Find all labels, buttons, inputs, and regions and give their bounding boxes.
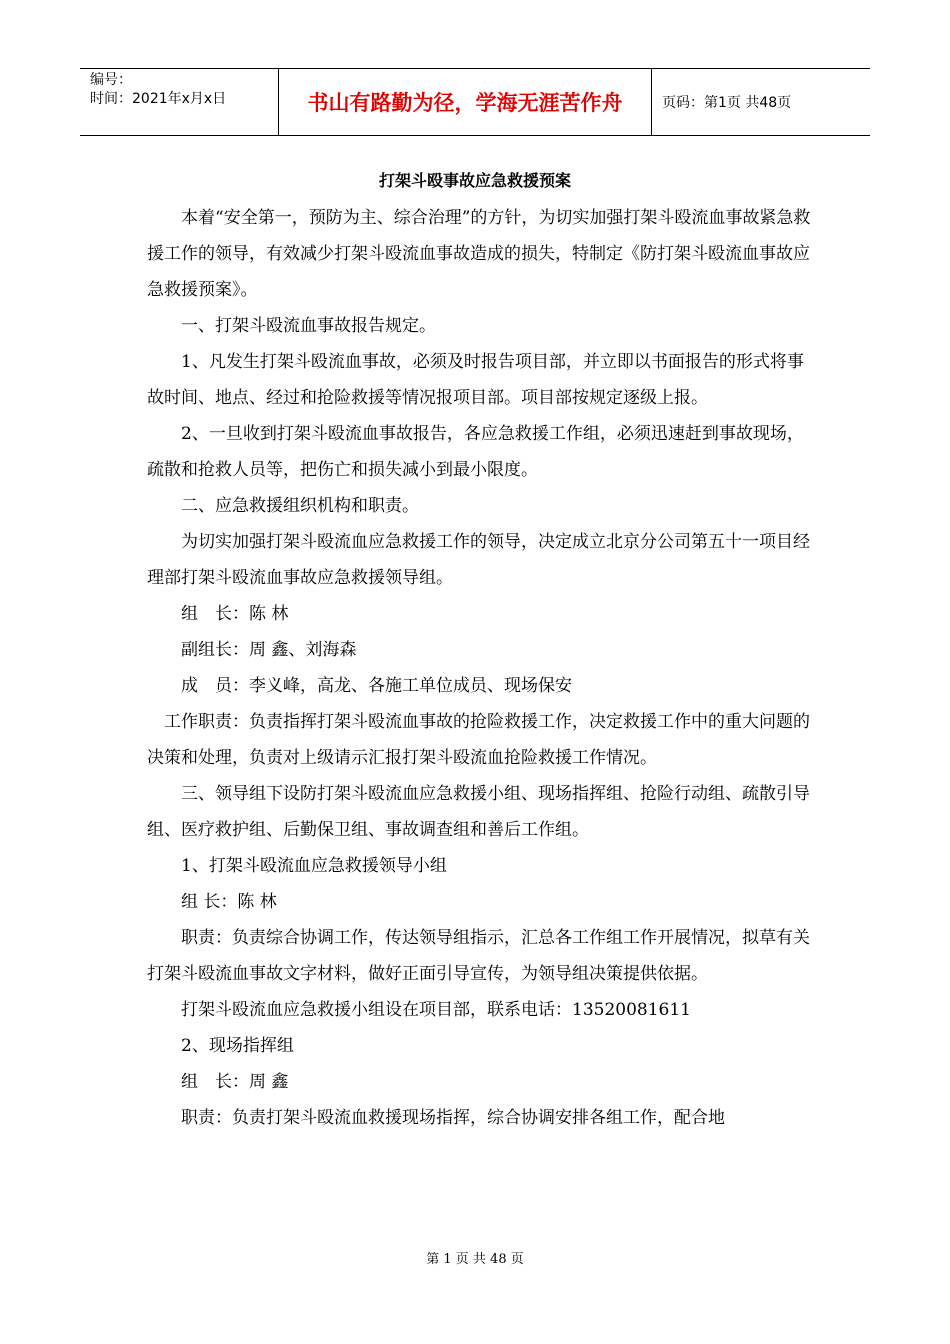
paragraph: 二、应急救援组织机构和职责。 bbox=[147, 496, 419, 516]
page-footer: 第 1 页 共 48 页 bbox=[426, 1252, 524, 1267]
paragraph: 为切实加强打架斗殴流血应急救援工作的领导，决定成立北京分公司第五十一项目经理部打架斗殴流血事故应急救援领导组。 bbox=[147, 532, 810, 588]
paragraph: 副组长：周 鑫、刘海森 bbox=[147, 640, 357, 660]
serial-label: 编号： bbox=[90, 72, 132, 88]
date-label: 时间：2021年x月x日 bbox=[90, 91, 227, 107]
paragraph: 成 员：李义峰，高龙、各施工单位成员、现场保安 bbox=[147, 676, 572, 696]
header-motto: 书山有路勤为径，学海无涯苦作舟 bbox=[278, 69, 652, 135]
paragraph: 一、打架斗殴流血事故报告规定。 bbox=[147, 316, 436, 336]
paragraph: 组 长：周 鑫 bbox=[147, 1072, 289, 1092]
paragraph: 1、凡发生打架斗殴流血事故，必须及时报告项目部，并立即以书面报告的形式将事故时间、地点、经过和抢险救援等情况报项目部。项目部按规定逐级上报。 bbox=[147, 352, 804, 408]
paragraph: 1、打架斗殴流血应急救援领导小组 bbox=[147, 856, 447, 876]
paragraph: 2、现场指挥组 bbox=[147, 1036, 294, 1056]
document-body bbox=[147, 200, 813, 1136]
paragraph: 2、一旦收到打架斗殴流血事故报告，各应急救援工作组，必须迅速赶到事故现场，疏散和抢救人员等，把伤亡和损失减小到最小限度。 bbox=[147, 424, 804, 480]
paragraph: 三、领导组下设防打架斗殴流血应急救援小组、现场指挥组、抢险行动组、疏散引导组、医疗救护组、后勤保卫组、事故调查组和善后工作组。 bbox=[147, 784, 810, 840]
paragraph: 职责：负责综合协调工作，传达领导组指示，汇总各工作组工作开展情况，拟草有关打架斗殴流血事故文字材料，做好正面引导宣传，为领导组决策提供依据。 bbox=[147, 928, 810, 984]
paragraph: 本着“安全第一，预防为主、综合治理”的方针，为切实加强打架斗殴流血事故紧急救援工作的领导，有效减少打架斗殴流血事故造成的损失，特制定《防打架斗殴流血事故应急救援预案》。 bbox=[147, 208, 811, 300]
paragraph: 组 长：陈 林 bbox=[147, 892, 277, 912]
paragraph: 工作职责：负责指挥打架斗殴流血事故的抢险救援工作，决定救援工作中的重大问题的决策和处理，负责对上级请示汇报打架斗殴流血抢险救援工作情况。 bbox=[147, 712, 810, 768]
document-title: 打架斗殴事故应急救援预案 bbox=[378, 171, 571, 190]
page-header bbox=[80, 68, 870, 136]
header-page-info: 页码：第1页 共48页 bbox=[662, 95, 792, 111]
paragraph: 职责：负责打架斗殴流血救援现场指挥，综合协调安排各组工作，配合地 bbox=[147, 1108, 725, 1128]
paragraph: 组 长：陈 林 bbox=[147, 604, 289, 624]
header-meta bbox=[80, 69, 278, 135]
paragraph: 打架斗殴流血应急救援小组设在项目部，联系电话：13520081611 bbox=[147, 1000, 691, 1020]
